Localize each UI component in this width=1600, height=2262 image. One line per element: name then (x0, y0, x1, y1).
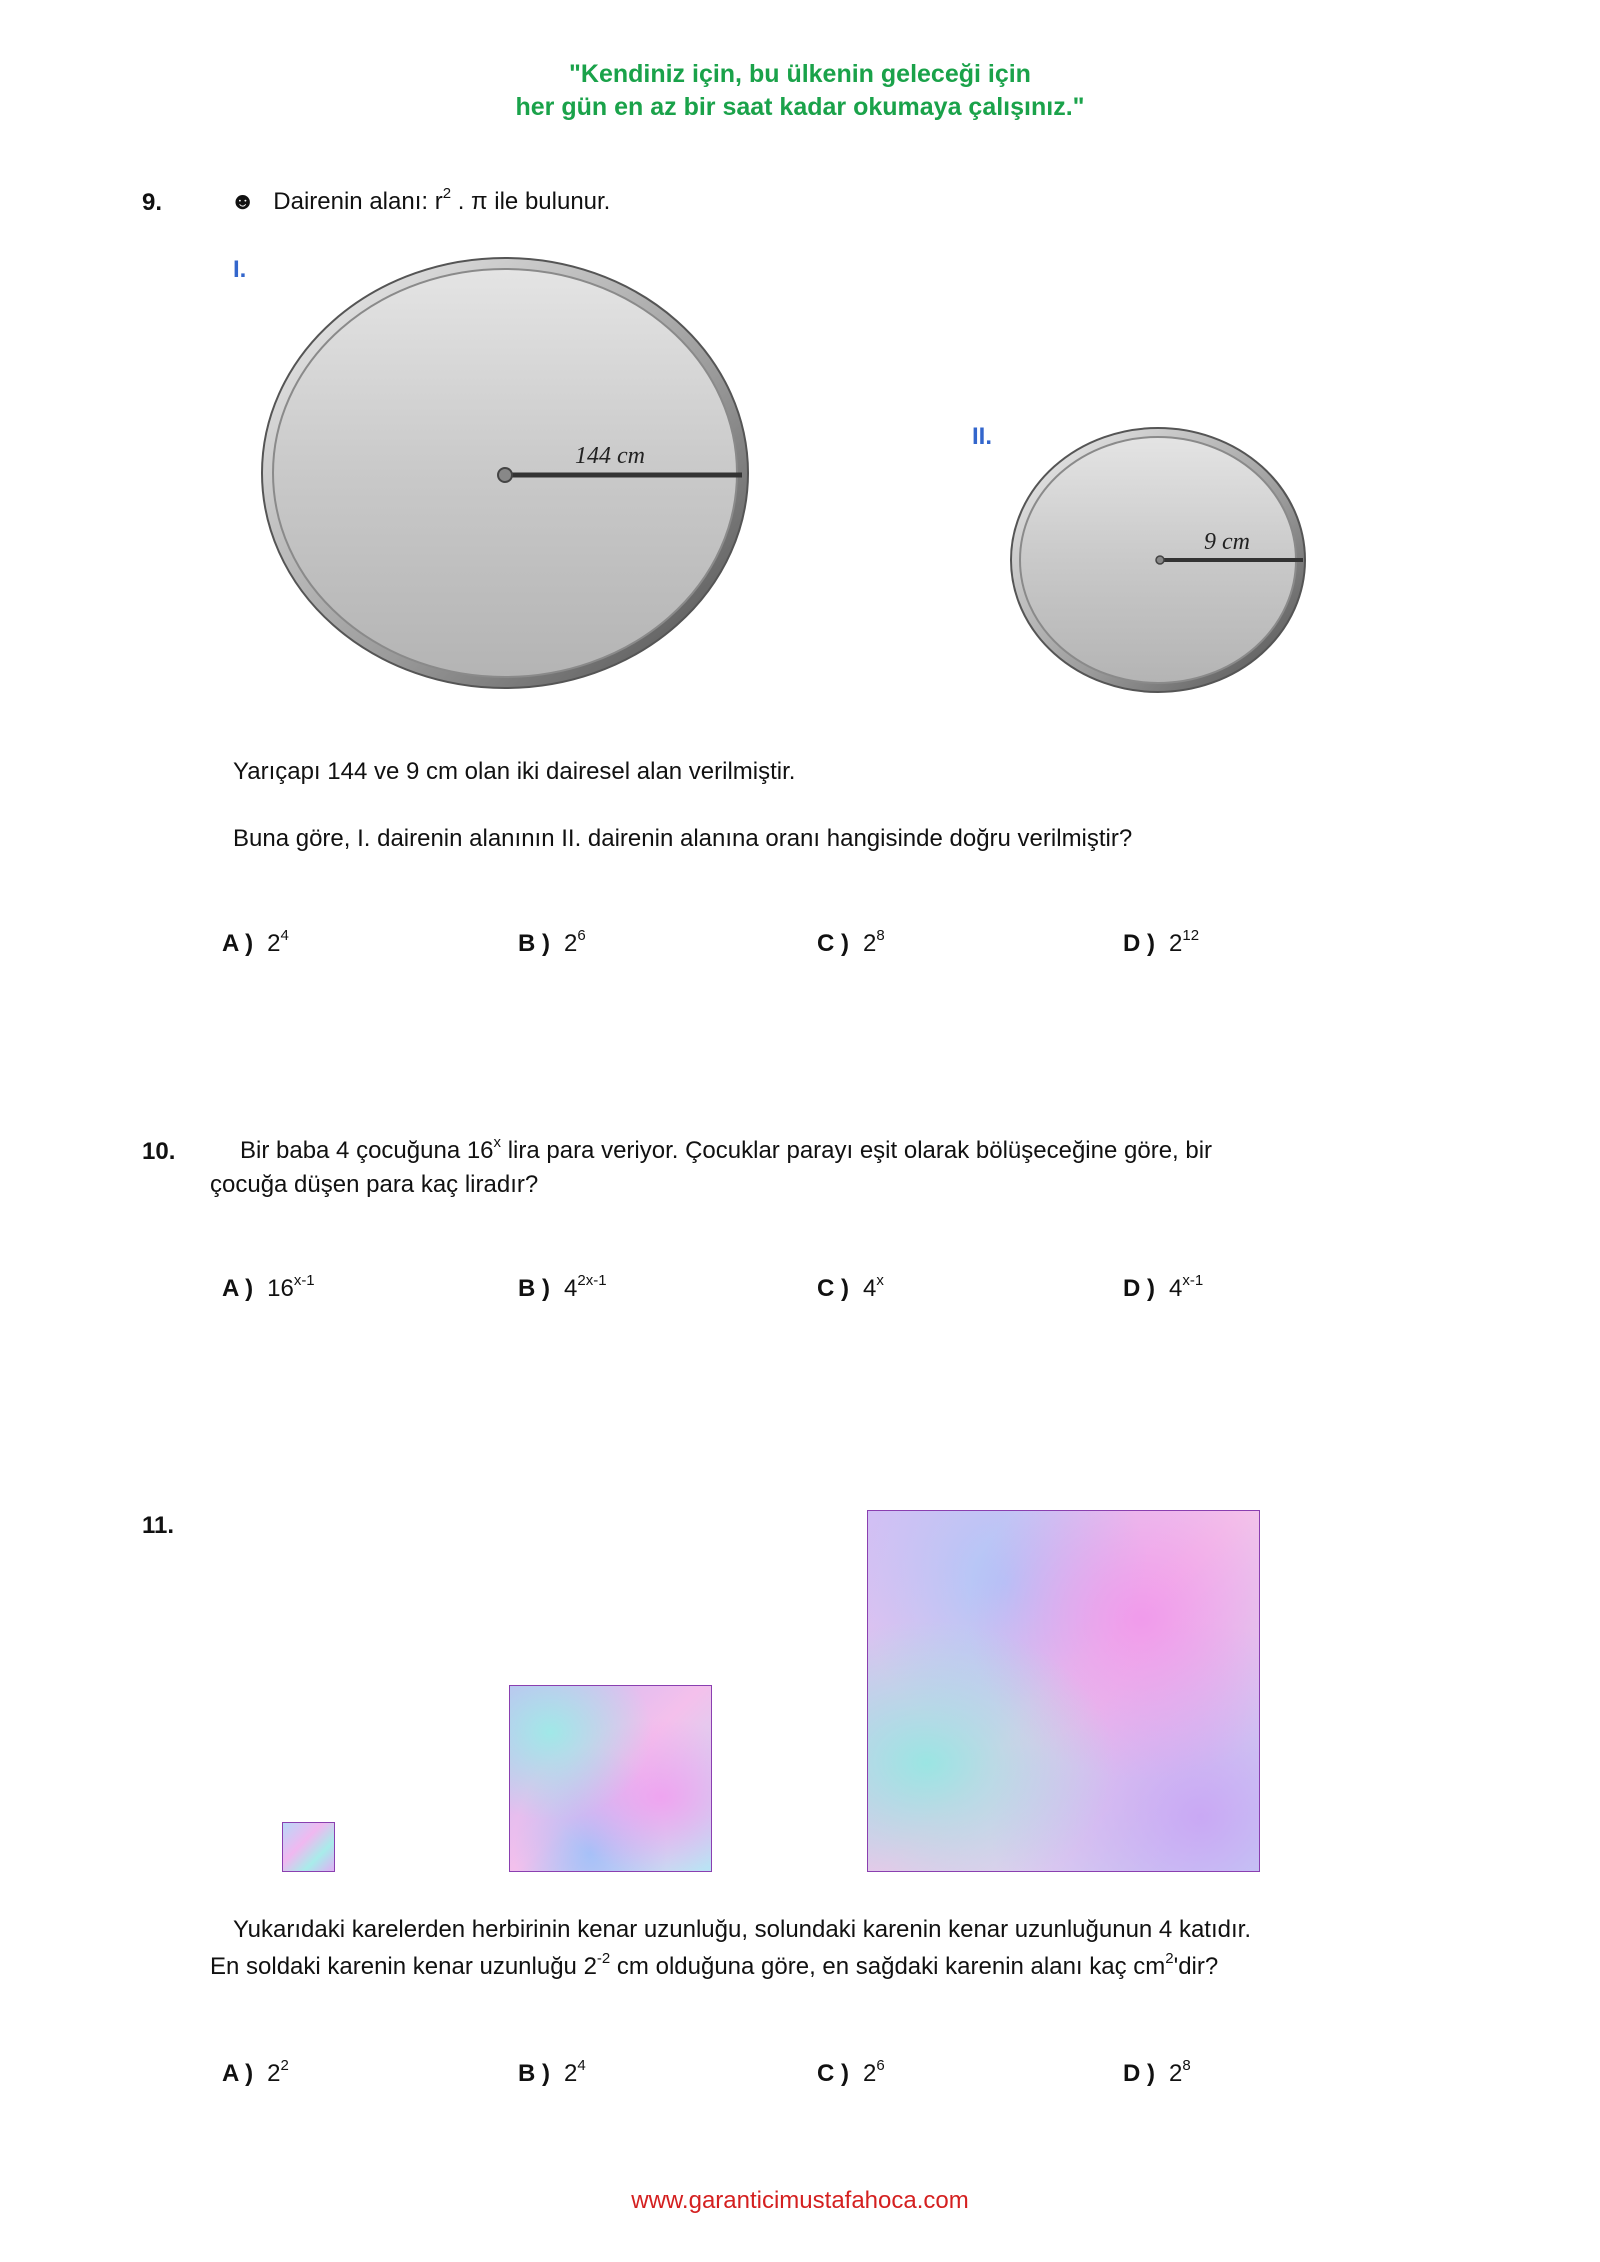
question-11-text-1: Yukarıdaki karelerden herbirinin kenar uzunluğu, solundaki karenin kenar uzunluğunun 4 katıdır. (233, 1916, 1251, 1943)
intro-exponent: 2 (442, 185, 452, 202)
question-10-text-2: çocuğa düşen para kaç liradır? (210, 1171, 539, 1198)
option-label: C ) (817, 930, 849, 957)
q9-option-c[interactable] (817, 927, 885, 958)
option-exponent: x-1 (293, 1272, 315, 1289)
question-9-text-1: Yarıçapı 144 ve 9 cm olan iki dairesel alan verilmiştir. (233, 758, 796, 785)
option-label: B ) (518, 930, 550, 957)
option-base: 2 (564, 2060, 578, 2087)
motto-line-2: her gün en az bir saat kadar okumaya çalışınız." (515, 93, 1085, 121)
circle-2-center (1156, 556, 1164, 564)
option-label: A ) (222, 930, 254, 957)
option-label: C ) (817, 1275, 849, 1302)
q11-text-b: cm olduğuna göre, en sağdaki karenin alanı kaç cm (610, 1953, 1166, 1980)
option-label: A ) (222, 1275, 254, 1302)
option-base: 4 (564, 1275, 578, 1302)
option-exponent: x-1 (1182, 1272, 1204, 1289)
q11-text-a: En soldaki karenin kenar uzunluğu 2 (210, 1953, 597, 1980)
intro-text: Dairenin alanı: r (273, 188, 443, 215)
q10-exponent: x (493, 1134, 502, 1151)
option-exponent: 6 (876, 2057, 885, 2074)
circle-2-radius-label: 9 cm (1204, 529, 1250, 555)
option-exponent: 12 (1182, 927, 1200, 944)
option-label: C ) (817, 2060, 849, 2087)
q10-text-start: Bir baba 4 çocuğuna 16 (240, 1137, 494, 1164)
q11-exponent-1: -2 (596, 1950, 611, 1967)
motto-line-1: "Kendiniz için, bu ülkenin geleceği için (569, 60, 1031, 88)
option-base: 2 (564, 930, 578, 957)
q11-option-c[interactable] (817, 2057, 885, 2088)
q9-option-a[interactable] (222, 927, 289, 958)
option-exponent: 2x-1 (577, 1272, 607, 1289)
q10-option-c[interactable] (817, 1272, 884, 1303)
option-base: 2 (1169, 930, 1183, 957)
question-10-text-1 (240, 1134, 1212, 1168)
question-9-text-2: Buna göre, I. dairenin alanının II. dairenin alanına oranı hangisinde doğru verilmiştir? (233, 825, 1133, 852)
option-label: D ) (1123, 2060, 1155, 2087)
option-label: D ) (1123, 1275, 1155, 1302)
option-base: 2 (1169, 2060, 1183, 2087)
q11-text-c: 'dir? (1173, 1953, 1219, 1980)
circles-figure (0, 0, 1600, 720)
intro-text-end: . π ile bulunur. (451, 188, 611, 215)
q9-option-d[interactable] (1123, 927, 1200, 958)
q11-option-b[interactable] (518, 2057, 586, 2088)
q9-option-b[interactable] (518, 927, 586, 958)
circle-1-center (498, 468, 512, 482)
option-base: 4 (863, 1275, 877, 1302)
square-large (867, 1510, 1260, 1872)
option-label: D ) (1123, 930, 1155, 957)
circle-2 (1011, 428, 1305, 692)
option-exponent: 6 (577, 927, 586, 944)
q11-exponent-2: 2 (1165, 1950, 1174, 1967)
question-11-text-2 (210, 1950, 1218, 1984)
option-base: 16 (267, 1275, 294, 1302)
option-base: 2 (863, 930, 877, 957)
option-label: B ) (518, 2060, 550, 2087)
option-exponent: x (876, 1272, 884, 1289)
option-exponent: 8 (1182, 2057, 1191, 2074)
q11-option-d[interactable] (1123, 2057, 1191, 2088)
smiley-bullet-icon: ☻ (230, 188, 256, 215)
circle-1-label: I. (233, 256, 247, 283)
option-exponent: 8 (876, 927, 885, 944)
option-exponent: 4 (280, 927, 289, 944)
q10-option-b[interactable] (518, 1272, 607, 1303)
question-11-number: 11. (142, 1512, 175, 1539)
question-9-number: 9. (142, 189, 163, 216)
circle-1 (262, 258, 748, 688)
square-medium (509, 1685, 712, 1872)
option-base: 2 (863, 2060, 877, 2087)
q10-option-a[interactable] (222, 1272, 315, 1303)
footer-url[interactable]: www.garanticimustafahoca.com (631, 2187, 969, 2214)
option-exponent: 4 (577, 2057, 586, 2074)
option-base: 2 (267, 2060, 281, 2087)
option-exponent: 2 (280, 2057, 289, 2074)
option-label: B ) (518, 1275, 550, 1302)
q10-text-end: lira para veriyor. Çocuklar parayı eşit olarak bölüşeceğine göre, bir (501, 1137, 1213, 1164)
q10-option-d[interactable] (1123, 1272, 1204, 1303)
circle-1-radius-label: 144 cm (575, 443, 645, 469)
option-base: 2 (267, 930, 281, 957)
question-10-number: 10. (142, 1138, 176, 1165)
option-label: A ) (222, 2060, 254, 2087)
circle-2-label: II. (972, 423, 993, 450)
option-base: 4 (1169, 1275, 1183, 1302)
q11-option-a[interactable] (222, 2057, 289, 2088)
square-small (282, 1822, 335, 1872)
